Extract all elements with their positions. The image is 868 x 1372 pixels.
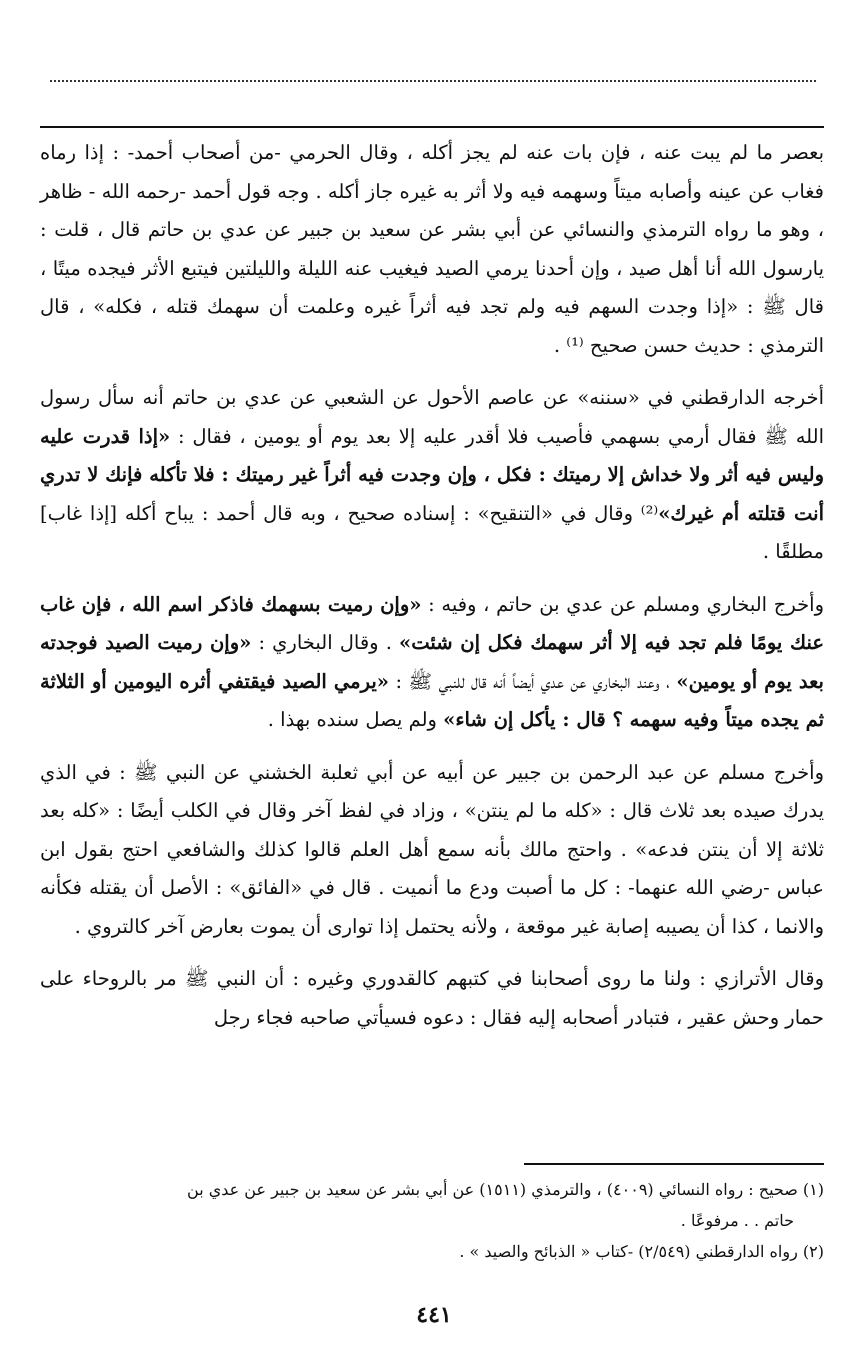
page-number: ٤٤١ [416, 1302, 452, 1328]
paragraph-segment: . وقال البخاري : [251, 631, 400, 654]
paragraph-segment: وأخرج البخاري ومسلم عن عدي بن حاتم ، وفيه : [421, 592, 824, 616]
paragraph-5 [40, 960, 824, 1037]
paragraph-segment: وقال الأترازي : ولنا ما روى أصحابنا في كتبهم كالقدوري وغيره : أن النبي ﷺ مر بالروحاء على حمار وحش عقير ، فتبادر أصحابه إليه فقال : دعوه فسيأتي صاحبه فجاء رجل [40, 967, 824, 1029]
paragraph-segment: بعصر ما لم يبت عنه ، فإن بات عنه لم يجز أكله ، وقال الحرمي -من أصحاب أحمد- : إذا رماه فغاب عن عينه وأصابه ميتاً وسهمه فيه ولا أثر به غيره جاز أكله . وجه قول أحمد -رحمه الله - ظاهر ، وهو ما رواه الترمذي والنسائي عن أبي بشر عن سعيد بن جبير عن عدي بن حاتم قال ، قلت : يارسول الله أنا أهل صيد ، وإن أحدنا يرمي الصيد فيغيب عنه الليلة والليلتين فيتبع الأثر فيجده ميتًا ، قال ﷺ : «إذا وجدت السهم فيه ولم تجد فيه أثراً غيره وعلمت أن سهمك قتله ، فكله» ، قال الترمذي : حديث حسن صحيح ⁽¹⁾ . [40, 141, 824, 357]
footnote-1: (١) صحيح : رواه النسائي (٤٠٠٩) ، والترمذي (١٥١١) عن أبي بشر عن سعيد بن جبير عن عدي بن [187, 1180, 824, 1199]
footnote-2: (٢) رواه الدارقطني (٢/٥٤٩) -كتاب « الذبائح والصيد » . [459, 1242, 824, 1261]
hadith-quote: «يرمي الصيد فيقتفي أثره اليومين أو الثلاثة ثم يجده ميتاً وفيه سهمه ؟ قال : يأكل إن شاء» [40, 669, 824, 731]
header-rule [40, 126, 824, 128]
paragraph-segment: ، وعند البخاري عن عدي أيضاً أنه قال للنبي ﷺ : [388, 669, 677, 693]
paragraph-segment: ولم يصل سنده بهذا . [267, 708, 444, 731]
paragraph-segment: أخرجه الدارقطني في «سننه» عن عاصم الأحول عن الشعبي عن عدي بن حاتم أنه سأل رسول الله ﷺ فقال أرمي بسهمي فأصيب فلا أقدر عليه إلا بعد يوم أو يومين ، فقال : [40, 386, 824, 448]
main-text [40, 134, 824, 1051]
header-dotted-line [50, 80, 816, 82]
footnote-1-continuation: حاتم . . مرفوعًا . [680, 1211, 794, 1230]
paragraph-3 [40, 586, 824, 740]
paragraph-2 [40, 379, 824, 572]
paragraph-segment: وأخرج مسلم عن عبد الرحمن بن جبير عن أبيه عن أبي ثعلبة الخشني عن النبي ﷺ : في الذي يدرك صيده بعد ثلاث قال : «كله ما لم ينتن» ، وزاد في لفظ آخر وقال في الكلب أيضًا : «كله بعد ثلاثة إلا أن ينتن فدعه» . واحتج مالك بأنه سمع أهل العلم قالوا كذلك والشافعي احتج بقول ابن عباس -رضي الله عنهما- : كل ما أصبت ودع ما أنميت . قال في «الفائق» : الأصل أن يقتله فكأنه والانما ، كذا أن يصيبه إصابة غير موقعة ، ولأنه يحتمل إذا توارى أن يموت بعارض آخر كالتروي . [40, 760, 824, 938]
paragraph-segment: ⁽²⁾ وقال في «التنقيح» : إسناده صحيح ، وبه قال أحمد : يباح أكله [إذا غاب] مطلقًا . [40, 501, 824, 563]
hadith-quote: «وإن رميت بسهمك فاذكر اسم الله ، فإن غاب عنك يومًا فلم تجد فيه إلا أثر سهمك فكل إن شئت» [40, 592, 825, 654]
paragraph-4 [40, 754, 824, 947]
footnotes [40, 1174, 824, 1267]
hadith-quote: «وإن رميت الصيد فوجدته بعد يوم أو يومين» [40, 631, 824, 693]
paragraph-1 [40, 134, 824, 365]
footnote-rule [524, 1163, 824, 1165]
hadith-quote: «إذا قدرت عليه وليس فيه أثر ولا خداش إلا رميتك : فكل ، وإن وجدت فيه أثراً غير رميتك : فلا تأكله فإنك لا تدري أنت قتلته أم غيرك» [40, 424, 824, 525]
